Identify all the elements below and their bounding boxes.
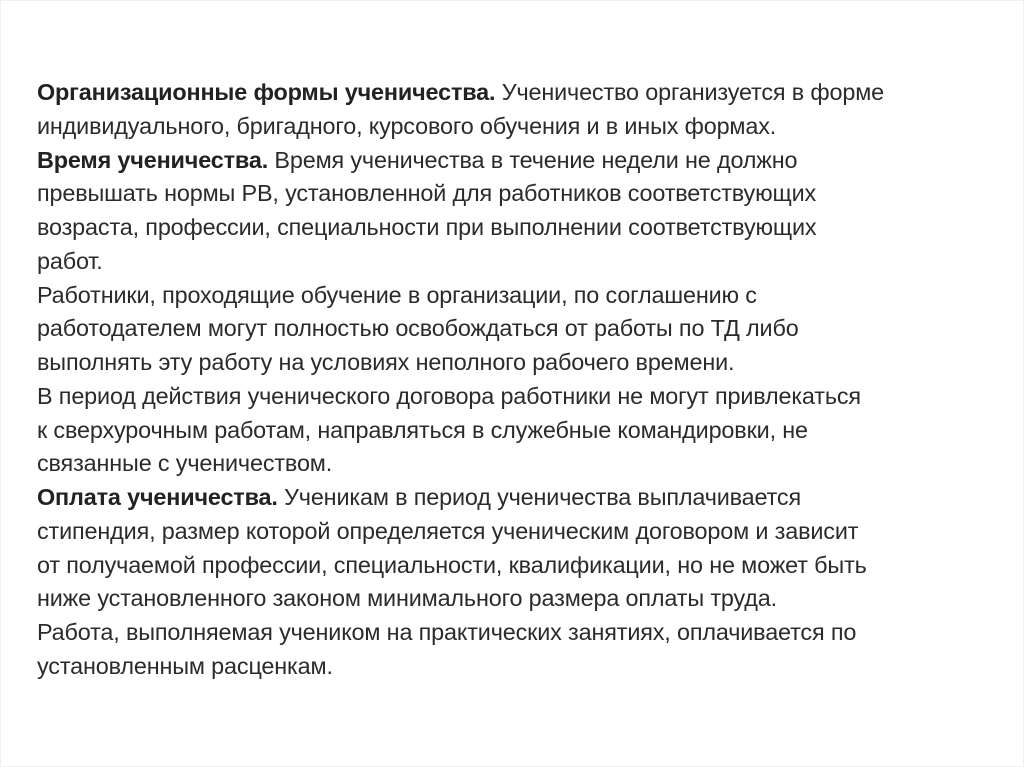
text-line — [37, 76, 987, 110]
text-line: к сверхурочным работам, направляться в служебные командировки, не — [37, 416, 808, 443]
text-fragment: Ученичество организуется в форме — [495, 79, 884, 105]
paragraph-release-from-work — [37, 279, 987, 380]
paragraph-apprenticeship-time — [37, 144, 987, 279]
text-line: индивидуального, бригадного, курсового обучения и в иных формах. — [37, 112, 777, 139]
paragraph-overtime-restrictions — [37, 380, 987, 481]
text-line: Работа, выполняемая учеником на практических занятиях, оплачивается по — [37, 619, 857, 645]
heading-organizational-forms: Организационные формы ученичества. — [37, 79, 496, 105]
text-line: превышать нормы РВ, установленной для работников соответствующих — [37, 180, 817, 207]
paragraph-organizational-forms — [37, 76, 987, 144]
text-fragment: Ученикам в период ученичества выплачивается — [277, 484, 801, 510]
text-line: установленным расценкам. — [37, 652, 333, 679]
heading-apprenticeship-time: Время ученичества. — [37, 146, 269, 173]
text-line: работодателем могут полностью освобождаться от работы по ТД либо — [37, 315, 799, 342]
text-line: от получаемой профессии, специальности, квалификации, но не может быть — [37, 551, 867, 578]
paragraph-apprenticeship-payment — [37, 481, 987, 616]
text-line: связанные с ученичеством. — [37, 450, 333, 477]
text-line: работ. — [37, 247, 103, 274]
text-line: ниже установленного законом минимального размера оплаты труда. — [37, 585, 777, 612]
text-line: выполнять эту работу на условиях неполного рабочего времени. — [37, 349, 735, 375]
text-line: В период действия ученического договора работники не могут привлекаться — [37, 382, 861, 409]
text-line: стипендия, размер которой определяется ученическим договором и зависит — [37, 517, 859, 544]
slide-body-text — [37, 76, 987, 684]
text-line — [37, 481, 987, 515]
text-fragment: Время ученичества в течение недели не должно — [268, 146, 798, 173]
paragraph-practical-work-pay — [37, 616, 987, 684]
text-line: Работники, проходящие обучение в организации, по соглашению с — [37, 281, 757, 308]
text-line: возраста, профессии, специальности при выполнении соответствующих — [37, 214, 817, 240]
text-line — [37, 144, 987, 178]
heading-apprenticeship-payment: Оплата ученичества. — [37, 484, 278, 510]
